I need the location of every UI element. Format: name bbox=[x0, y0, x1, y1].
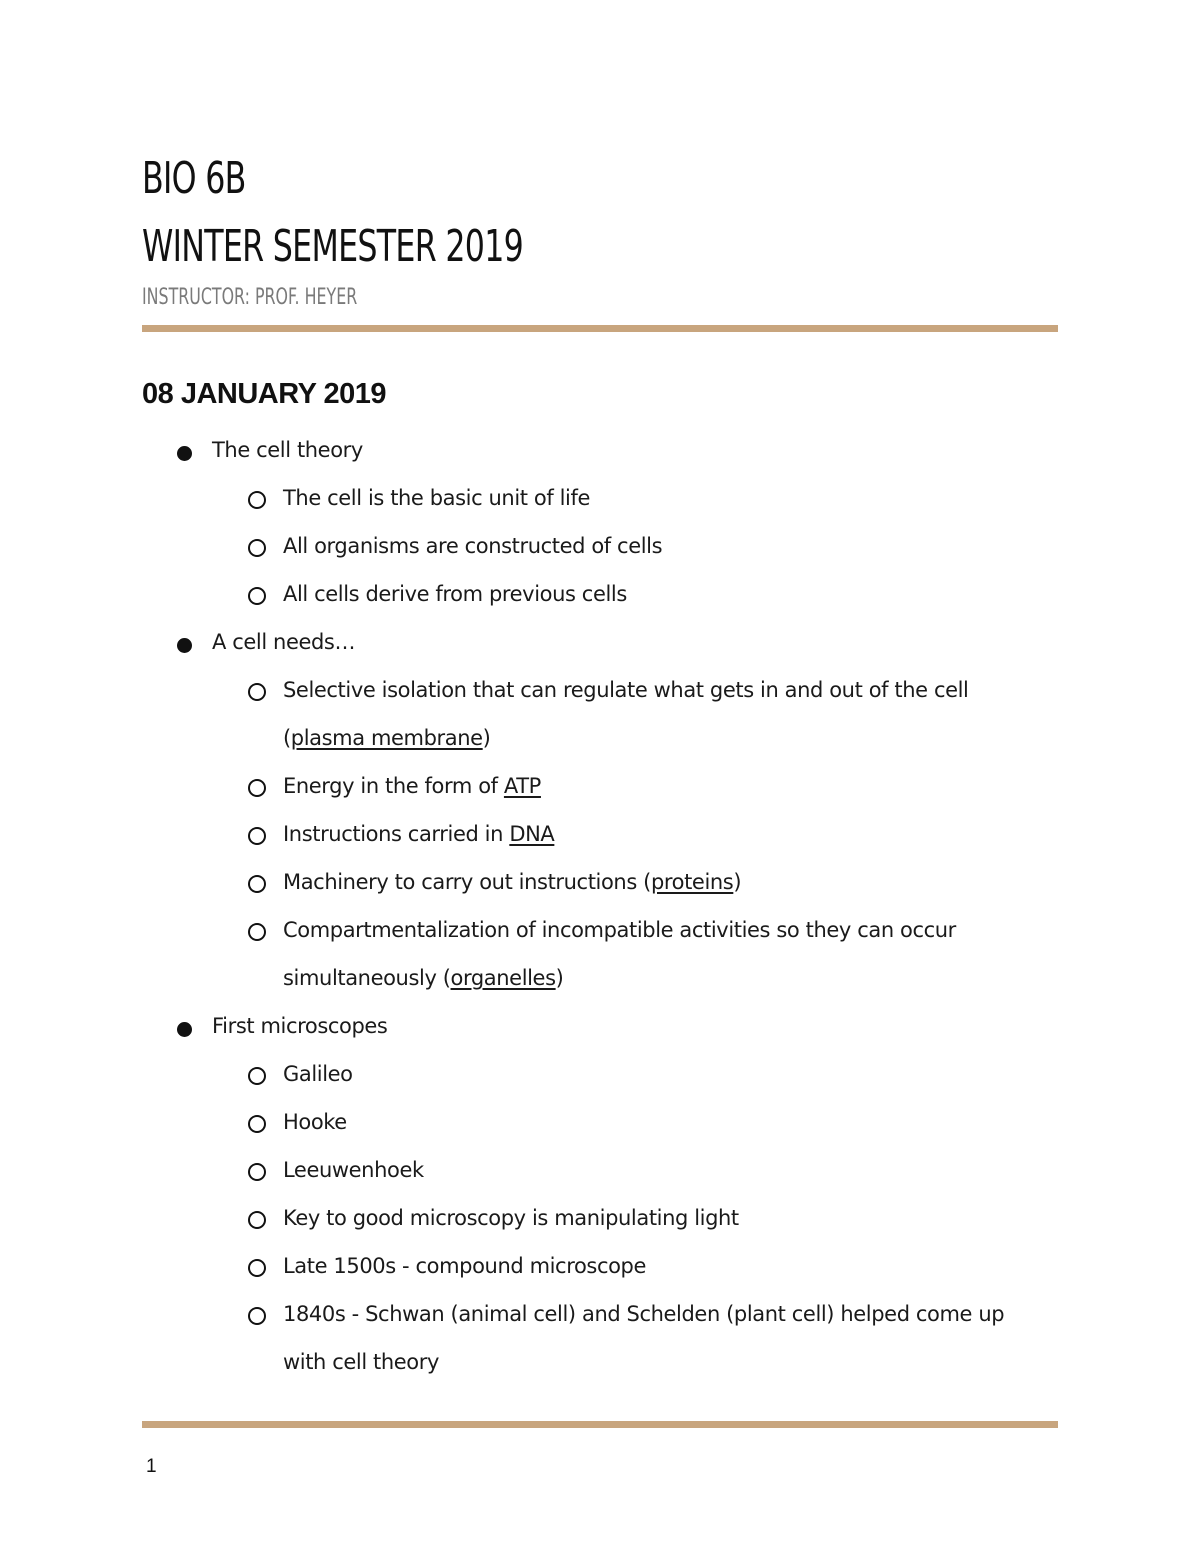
hollow-bullet-icon bbox=[248, 1067, 266, 1085]
title-block bbox=[142, 152, 1062, 312]
sub-list-item-text: Key to good microscopy is manipulating light bbox=[283, 1206, 739, 1230]
hollow-bullet-icon bbox=[248, 1259, 266, 1277]
sub-list-item bbox=[0, 522, 1200, 570]
sub-list-item-text: Selective isolation that can regulate what gets in and out of the cell bbox=[283, 678, 969, 702]
notes-list bbox=[0, 426, 1200, 1386]
sub-list-item-text: Galileo bbox=[283, 1062, 353, 1086]
list-item bbox=[0, 1002, 1200, 1050]
hollow-bullet-icon bbox=[248, 683, 266, 701]
bullet-icon bbox=[177, 638, 192, 653]
paren-close: ) bbox=[555, 966, 564, 990]
sub-list-item bbox=[0, 1194, 1200, 1242]
list-item-text: First microscopes bbox=[212, 1014, 388, 1038]
sub-list-item-text: Leeuwenhoek bbox=[283, 1158, 424, 1182]
sub-list-item bbox=[0, 906, 1200, 954]
hollow-bullet-icon bbox=[248, 779, 266, 797]
sub-list-item-text: Late 1500s - compound microscope bbox=[283, 1254, 647, 1278]
sub-list-item bbox=[0, 762, 1200, 810]
sub-list-item-continuation bbox=[0, 1338, 1200, 1386]
sub-list-item bbox=[0, 474, 1200, 522]
sub-list-item-text bbox=[283, 762, 541, 810]
sub-list-item-text: All cells derive from previous cells bbox=[283, 582, 627, 606]
hollow-bullet-icon bbox=[248, 539, 266, 557]
bullet-icon bbox=[177, 446, 192, 461]
item-prefix: Instructions carried in bbox=[283, 822, 510, 846]
item-prefix: Energy in the form of bbox=[283, 774, 504, 798]
instructor-label: INSTRUCTOR: PROF. HEYER bbox=[142, 285, 358, 310]
list-item bbox=[0, 618, 1200, 666]
hollow-bullet-icon bbox=[248, 1115, 266, 1133]
hollow-bullet-icon bbox=[248, 923, 266, 941]
semester-title: WINTER SEMESTER 2019 bbox=[142, 221, 524, 272]
sub-list-item-text bbox=[283, 858, 741, 906]
sub-list-item-continuation bbox=[0, 954, 1200, 1002]
paren-close: ) bbox=[482, 726, 491, 750]
paren-open: ( bbox=[283, 726, 291, 750]
sub-list-item-text: with cell theory bbox=[283, 1350, 440, 1374]
bottom-divider bbox=[142, 1421, 1058, 1428]
sub-list-item bbox=[0, 1050, 1200, 1098]
item-prefix: Machinery to carry out instructions ( bbox=[283, 870, 651, 894]
sub-list-item bbox=[0, 1242, 1200, 1290]
key-term: plasma membrane bbox=[290, 726, 483, 750]
sub-list-item-text bbox=[283, 954, 563, 1002]
key-term: ATP bbox=[503, 774, 541, 798]
hollow-bullet-icon bbox=[248, 1163, 266, 1181]
page-number: 1 bbox=[146, 1456, 157, 1477]
item-prefix: simultaneously ( bbox=[283, 966, 451, 990]
sub-list-item-text: 1840s - Schwan (animal cell) and Schelden (plant cell) helped come up bbox=[283, 1302, 1005, 1326]
hollow-bullet-icon bbox=[248, 1307, 266, 1325]
hollow-bullet-icon bbox=[248, 587, 266, 605]
key-term: organelles bbox=[450, 966, 556, 990]
top-divider bbox=[142, 325, 1058, 332]
hollow-bullet-icon bbox=[248, 875, 266, 893]
sub-list-item bbox=[0, 1290, 1200, 1338]
sub-list-item-text: Hooke bbox=[283, 1110, 347, 1134]
sub-list-item bbox=[0, 1098, 1200, 1146]
course-title: BIO 6B bbox=[142, 153, 246, 204]
sub-list-item-continuation bbox=[0, 714, 1200, 762]
sub-list-item bbox=[0, 666, 1200, 714]
sub-list-item-text: All organisms are constructed of cells bbox=[283, 534, 663, 558]
sub-list-item-text: Compartmentalization of incompatible activities so they can occur bbox=[283, 918, 956, 942]
list-item bbox=[0, 426, 1200, 474]
sub-list-item bbox=[0, 1146, 1200, 1194]
date-heading: 08 JANUARY 2019 bbox=[142, 378, 386, 410]
hollow-bullet-icon bbox=[248, 491, 266, 509]
list-item-text: A cell needs… bbox=[212, 630, 356, 654]
paren-close: ) bbox=[733, 870, 742, 894]
sub-list-item bbox=[0, 810, 1200, 858]
sub-list-item bbox=[0, 570, 1200, 618]
list-item-text: The cell theory bbox=[212, 438, 363, 462]
key-term: proteins bbox=[650, 870, 734, 894]
sub-list-item-text bbox=[283, 810, 554, 858]
bullet-icon bbox=[177, 1022, 192, 1037]
hollow-bullet-icon bbox=[248, 1211, 266, 1229]
key-term: DNA bbox=[509, 822, 555, 846]
sub-list-item-text: The cell is the basic unit of life bbox=[283, 486, 590, 510]
hollow-bullet-icon bbox=[248, 827, 266, 845]
sub-list-item bbox=[0, 858, 1200, 906]
sub-list-item-text bbox=[283, 714, 490, 762]
